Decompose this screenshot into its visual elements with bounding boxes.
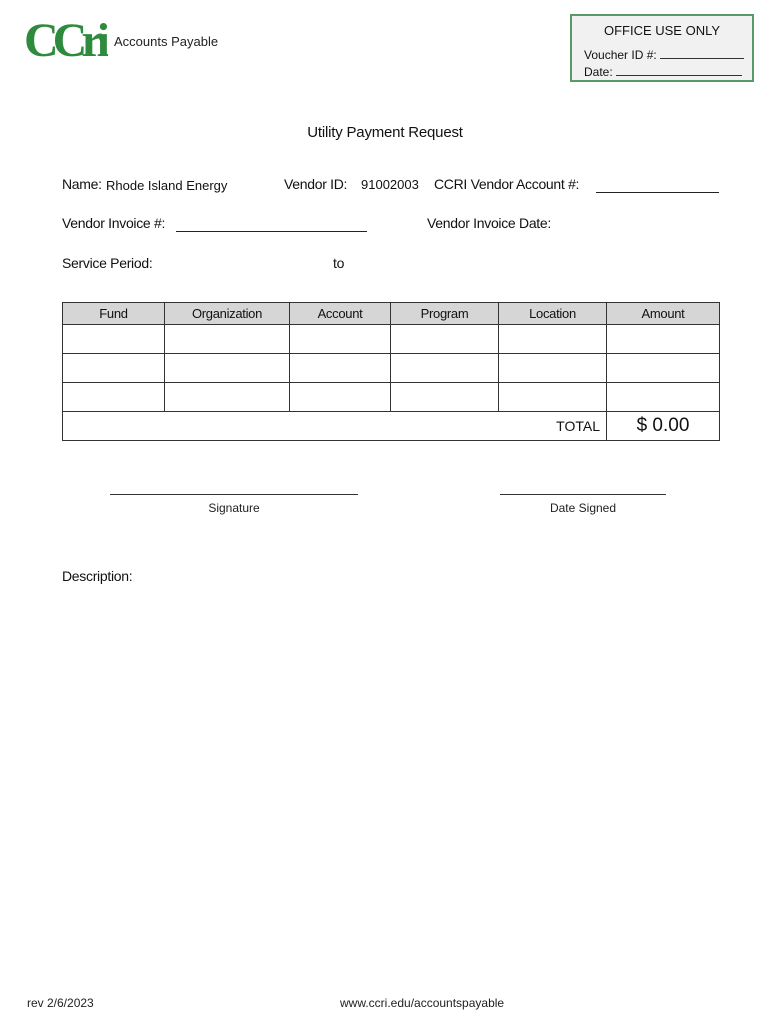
column-header-amount: Amount — [607, 303, 720, 325]
service-period-to: to — [333, 255, 345, 271]
program-cell[interactable] — [391, 383, 499, 412]
vendor-id-value[interactable]: 91002003 — [361, 177, 419, 192]
location-cell[interactable] — [499, 325, 607, 354]
voucher-id-label: Voucher ID #: — [584, 48, 657, 62]
department-subtitle: Accounts Payable — [114, 34, 219, 49]
office-use-title: OFFICE USE ONLY — [603, 23, 721, 38]
column-header-location: Location — [499, 303, 607, 325]
total-label: TOTAL — [63, 412, 607, 441]
account-cell[interactable] — [290, 354, 391, 383]
vendor-id-label: Vendor ID: — [284, 176, 348, 192]
footer-url[interactable]: www.ccri.edu/accountspayable — [340, 996, 505, 1010]
fund-cell[interactable] — [63, 325, 165, 354]
description-field[interactable] — [62, 590, 719, 950]
office-date-field[interactable] — [616, 63, 742, 76]
voucher-id-field[interactable] — [660, 46, 744, 59]
office-use-box — [570, 14, 754, 82]
invoice-date-field[interactable] — [562, 213, 712, 233]
program-cell[interactable] — [391, 354, 499, 383]
date-signed-caption: Date Signed — [549, 501, 617, 515]
table-row — [63, 354, 720, 383]
amount-cell[interactable] — [607, 383, 720, 412]
name-value[interactable]: Rhode Island Energy — [106, 178, 228, 193]
amount-cell[interactable] — [607, 325, 720, 354]
service-period-start-field[interactable] — [160, 253, 320, 273]
svg-text:CCri: CCri — [24, 14, 104, 66]
voucher-id-line — [584, 46, 744, 62]
column-header-program: Program — [391, 303, 499, 325]
organization-cell[interactable] — [165, 354, 290, 383]
column-header-organization: Organization — [165, 303, 290, 325]
account-cell[interactable] — [290, 325, 391, 354]
invoice-date-label: Vendor Invoice Date: — [427, 215, 551, 231]
invoice-number-label: Vendor Invoice #: — [62, 215, 166, 231]
ccri-account-field[interactable] — [596, 178, 719, 193]
table-row — [63, 383, 720, 412]
invoice-number-field[interactable] — [176, 217, 367, 232]
fund-cell[interactable] — [63, 354, 165, 383]
allocation-table — [62, 302, 720, 441]
revision-date: rev 2/6/2023 — [27, 996, 94, 1010]
service-period-end-field[interactable] — [356, 253, 516, 273]
name-label: Name: — [62, 176, 102, 192]
amount-cell[interactable] — [607, 354, 720, 383]
organization-cell[interactable] — [165, 383, 290, 412]
organization-cell[interactable] — [165, 325, 290, 354]
column-header-account: Account — [290, 303, 391, 325]
office-date-label: Date: — [584, 65, 613, 79]
total-row — [63, 412, 720, 441]
date-signed-line[interactable] — [500, 480, 666, 495]
signature-caption: Signature — [208, 501, 260, 515]
program-cell[interactable] — [391, 325, 499, 354]
column-header-fund: Fund — [63, 303, 165, 325]
form-title: Utility Payment Request — [307, 124, 463, 141]
table-row — [63, 325, 720, 354]
description-label: Description: — [62, 568, 133, 584]
ccri-logo — [24, 14, 108, 66]
total-amount: $ 0.00 — [607, 412, 720, 441]
location-cell[interactable] — [499, 354, 607, 383]
signature-line[interactable] — [110, 480, 358, 495]
service-period-label: Service Period: — [62, 255, 153, 271]
account-cell[interactable] — [290, 383, 391, 412]
fund-cell[interactable] — [63, 383, 165, 412]
location-cell[interactable] — [499, 383, 607, 412]
table-header-row — [63, 303, 720, 325]
ccri-account-label: CCRI Vendor Account #: — [434, 176, 580, 192]
office-date-line — [584, 63, 742, 79]
